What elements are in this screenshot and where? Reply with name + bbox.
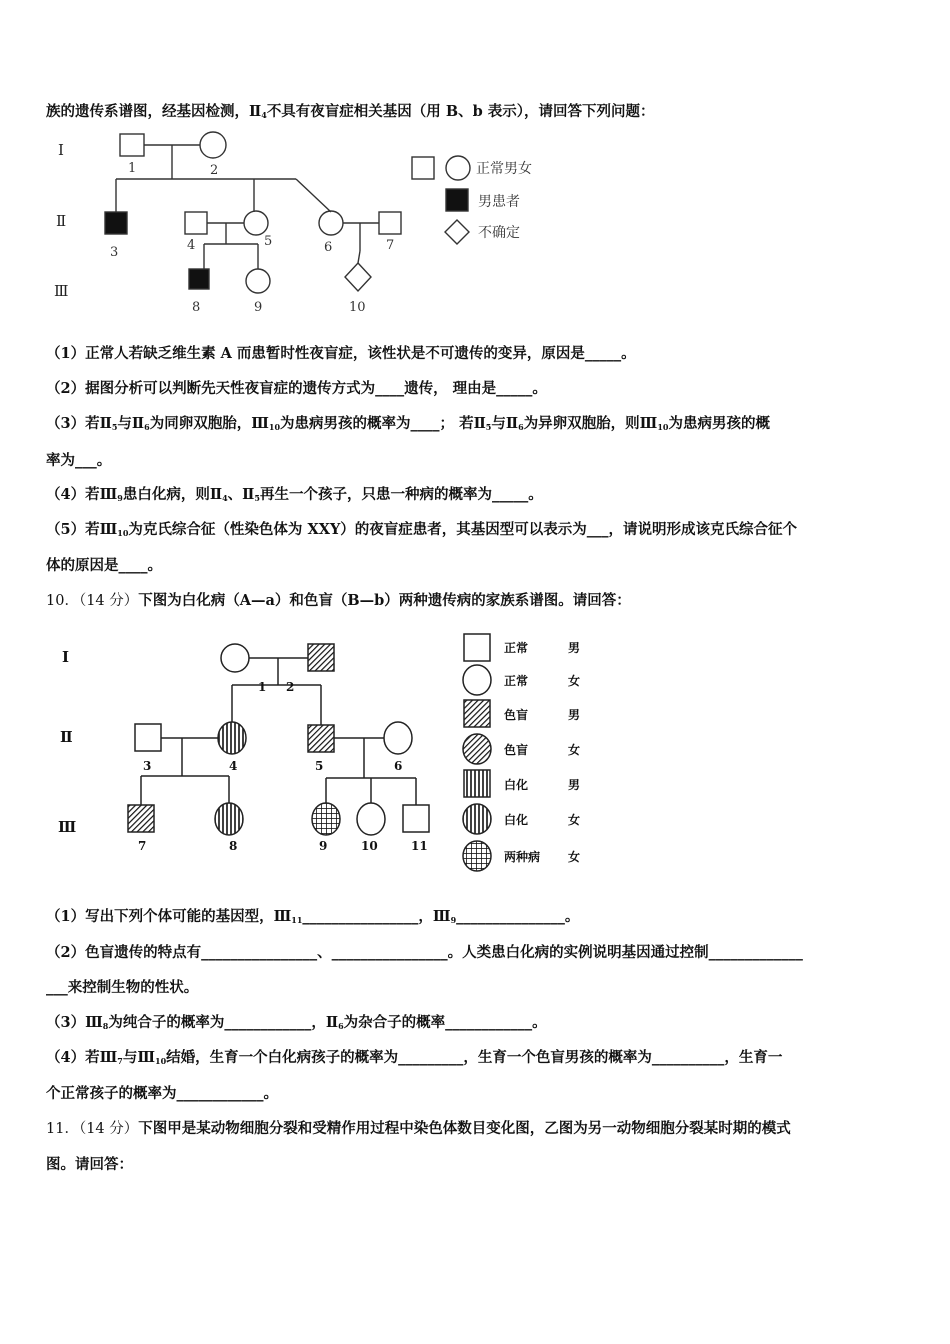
q9-part3-cont: 率为___。 [46,452,112,469]
legend2-label-4: 色盲 [504,743,529,757]
legend2-sex-6: 女 [568,813,581,827]
pedigree-nyctalopia [46,128,566,323]
legend2-label-2: 正常 [504,674,529,688]
legend2-sex-7: 女 [568,850,581,864]
p2-ind-2: 2 [286,680,295,694]
p2-ind-7: 7 [138,839,147,853]
legend2-sex-2: 女 [568,674,581,688]
q10-part4: （4）若$Ⅲ_7$与$Ⅲ_{10}$结婚，生育一个白化病孩子的概率为_________，生育一个色盲男孩的概率为__________，生育一 [46,1049,783,1066]
legend-male-patient: 男患者 [478,194,520,210]
p2-ind-1: 1 [258,680,267,694]
p2-ind-6: 6 [394,759,403,773]
legend-normal: 正常男女 [476,161,532,177]
gen2-label-I: Ⅰ [62,648,70,666]
q10-part3: $(3)Ⅲ_8$为纯合子的概率为____________，$Ⅱ_6$为杂合子的概率____________。 [46,1014,547,1031]
ind-6: 6 [324,240,333,255]
legend2-label-6: 白化 [504,813,529,827]
gen-label-I: Ⅰ [58,141,64,159]
legend2-label-7: 两种病 [504,850,541,864]
pedigree-albinism-colorblind [46,628,606,878]
q10-part2-cont: ___来控制生物的性状。 [46,979,199,996]
q10-part1: （1）写出下列个体可能的基因型，$Ⅲ_{11}\_\_\_\_\_\_\_\_\_\_\_\_\_\_\_\_$，$Ⅲ_9\_\_\_\_\_\_\_\_\_\_\_\_\_\_\_$。 [46,908,580,925]
ind-4: 4 [187,238,196,253]
q9-part3: （3）若$Ⅱ_5$与$Ⅱ_6$为同卵双胞胎，$Ⅲ_{10}$为患病男孩的概率为____； 若$Ⅱ_5$与$Ⅱ_6$为异卵双胞胎，则$Ⅲ_{10}$为患病男孩的概 [46,415,770,432]
gen-label-II: Ⅱ [56,212,67,230]
q10-stem: 10．（14 分）下图为白化病（A—a）和色盲（B—b）两种遗传病的家族系谱图。请回答： [46,592,631,609]
q9-part4: （4）若$Ⅲ_9$患白化病，则$Ⅱ_4$、$Ⅱ_5$再生一个孩子，只患一种病的概率为_____。 [46,486,543,503]
q9-part2: （2）据图分析可以判断先天性夜盲症的遗传方式为____遗传， 理由是_____。 [46,380,547,397]
legend2-label-3: 色盲 [504,708,529,722]
legend2-sex-3: 男 [568,708,581,722]
q11-stem-cont: 图。请回答： [46,1156,133,1173]
ind-1: 1 [128,161,137,176]
ind-8: 8 [192,300,201,315]
q10-part4-cont: 个正常孩子的概率为____________。 [46,1085,278,1102]
q9-part1: （1）正常人若缺乏维生素 A 而患暂时性夜盲症，该性状是不可遗传的变异，原因是_____。 [46,345,636,362]
p2-ind-4: 4 [229,759,238,773]
ind-9: 9 [254,300,263,315]
q9-part5: （5）若$Ⅲ_{10}$为克氏综合征（性染色体为 XXY）的夜盲症患者，其基因型可以表示为___，请说明形成该克氏综合征个 [46,521,798,538]
p2-ind-3: 3 [143,759,152,773]
p2-ind-9: 9 [319,839,328,853]
q11-stem: 11．（14 分）下图甲是某动物细胞分裂和受精作用过程中染色体数目变化图，乙图为另一动物细胞分裂某时期的模式 [46,1120,791,1137]
gen2-label-III: Ⅲ [58,818,77,836]
p2-ind-8: 8 [229,839,238,853]
ind-3: 3 [110,245,119,260]
ind-10: 10 [349,300,366,315]
ind-7: 7 [386,238,395,253]
ind-2: 2 [210,163,219,178]
p2-ind-10: 10 [361,839,378,853]
legend2-sex-5: 男 [568,778,581,792]
p2-ind-11: 11 [411,839,428,853]
legend-uncertain: 不确定 [478,225,520,241]
ind-5: 5 [264,234,273,249]
legend2-sex-1: 男 [568,641,581,655]
intro-text: 族的遗传系谱图，经基因检测，$Ⅱ_4$不具有夜盲症相关基因（用 B、b 表示），请回答下列问题： [46,103,655,120]
legend2-sex-4: 女 [568,743,581,757]
gen2-label-II: Ⅱ [60,728,73,746]
legend2-label-1: 正常 [504,641,529,655]
q10-part2: （2）色盲遗传的特点有________________、________________。人类患白化病的实例说明基因通过控制_____________ [46,944,803,961]
p2-ind-5: 5 [315,759,324,773]
legend2-label-5: 白化 [504,778,529,792]
gen-label-III: Ⅲ [54,282,69,300]
q9-part5-cont: 体的原因是____。 [46,557,162,574]
